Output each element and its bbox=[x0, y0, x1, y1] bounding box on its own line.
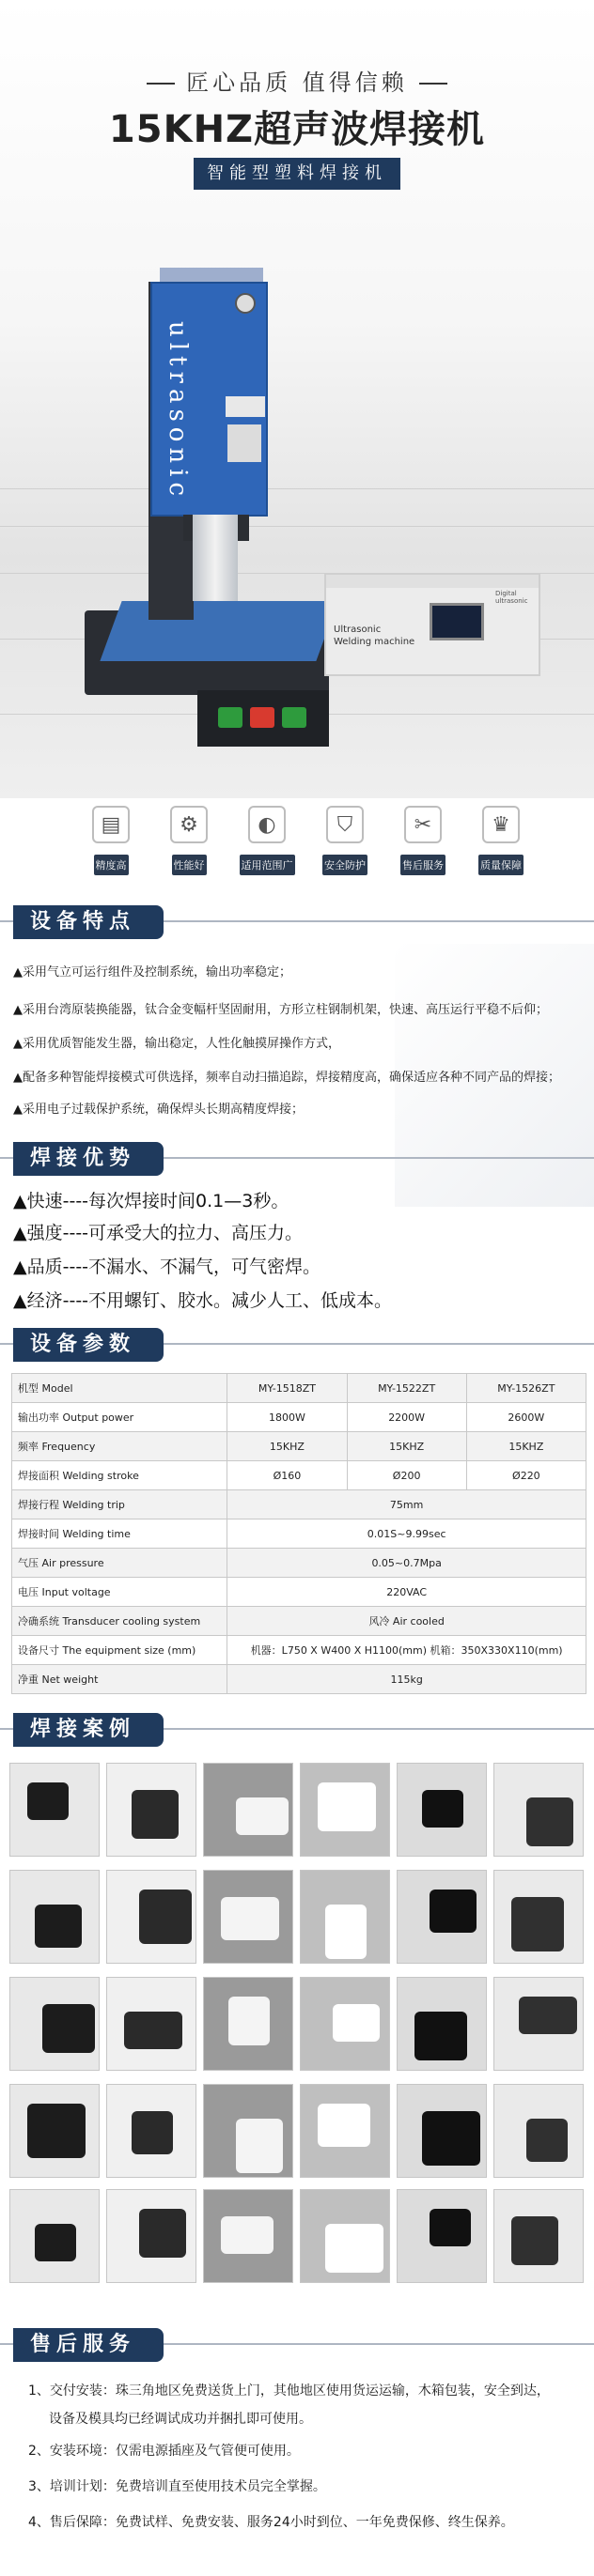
advantage-item: ▲品质----不漏水、不漏气，可气密焊。 bbox=[13, 1257, 321, 1277]
icon-item: ⛉ 安全防护 bbox=[307, 806, 383, 875]
case-photo bbox=[493, 1870, 584, 1964]
case-photo bbox=[9, 1870, 100, 1964]
table-row: 净重 Net weight 115kg bbox=[12, 1665, 586, 1694]
service-item: 3、培训计划：免费培训直至使用技术员完全掌握。 bbox=[28, 2479, 326, 2494]
table-row: 机型 Model MY-1518ZT MY-1522ZT MY-1526ZT bbox=[12, 1374, 586, 1403]
generator-screen bbox=[430, 603, 484, 640]
case-photo bbox=[106, 1763, 196, 1857]
section-header-specs: 设备参数 bbox=[0, 1322, 594, 1375]
icon-item: ⚙ 性能好 bbox=[151, 806, 227, 875]
table-row: 焊接行程 Welding trip 75mm bbox=[12, 1490, 586, 1519]
machine-control-panel bbox=[197, 690, 329, 747]
case-photo bbox=[106, 1870, 196, 1964]
quality-icon: ♛ bbox=[482, 806, 520, 843]
case-photo bbox=[203, 1977, 293, 2071]
icon-item: ▤ 精度高 bbox=[73, 806, 148, 875]
case-photo bbox=[106, 1977, 196, 2071]
case-photo bbox=[493, 2084, 584, 2178]
case-photo bbox=[203, 2189, 293, 2283]
case-gallery bbox=[9, 1763, 585, 2279]
table-row: 气压 Air pressure 0.05~0.7Mpa bbox=[12, 1549, 586, 1578]
case-photo bbox=[397, 1870, 487, 1964]
table-row: 冷确系统 Transducer cooling system 风冷 Air cooled bbox=[12, 1607, 586, 1636]
case-photo bbox=[397, 1763, 487, 1857]
case-photo bbox=[493, 2189, 584, 2283]
table-row: 焊接面积 Welding stroke Ø160 Ø200 Ø220 bbox=[12, 1461, 586, 1490]
case-photo bbox=[397, 1977, 487, 2071]
table-row: 输出功率 Output power 1800W 2200W 2600W bbox=[12, 1403, 586, 1432]
section-header-advantages: 焊接优势 bbox=[0, 1136, 594, 1189]
case-photo bbox=[9, 2084, 100, 2178]
service-item: 4、售后保障：免费试样、免费安装、服务24小时到位、一年免费保修、终生保养。 bbox=[28, 2515, 514, 2530]
feature-item: ▲采用电子过载保护系统，确保焊头长期高精度焊接； bbox=[13, 1103, 304, 1117]
table-row: 焊接时间 Welding time 0.01S~9.99sec bbox=[12, 1519, 586, 1549]
case-photo bbox=[397, 2084, 487, 2178]
advantage-item: ▲快速----每次焊接时间0.1—3秒。 bbox=[13, 1191, 289, 1211]
section-header-service: 售后服务 bbox=[0, 2322, 594, 2375]
gear-icon: ⚙ bbox=[170, 806, 208, 843]
icon-item: ◐ 适用范围广 bbox=[229, 806, 305, 875]
case-photo bbox=[203, 1870, 293, 1964]
case-photo bbox=[493, 1977, 584, 2071]
advantage-item: ▲经济----不用螺钉、胶水。减少人工、低成本。 bbox=[13, 1290, 393, 1311]
hero-banner bbox=[0, 0, 594, 798]
feature-item: ▲采用优质智能发生器，输出稳定，人性化触摸屏操作方式， bbox=[13, 1037, 340, 1051]
shield-icon: ⛉ bbox=[326, 806, 364, 843]
spec-table bbox=[11, 1373, 586, 1694]
generator-label: Ultrasonic Welding machine bbox=[334, 625, 415, 647]
case-photo bbox=[397, 2189, 487, 2283]
globe-icon: ◐ bbox=[248, 806, 286, 843]
service-item: 2、安装环境：仅需电源插座及气管便可使用。 bbox=[28, 2444, 300, 2459]
table-row: 频率 Frequency 15KHZ 15KHZ 15KHZ bbox=[12, 1432, 586, 1461]
generator-image bbox=[324, 573, 540, 676]
case-photo bbox=[300, 1763, 390, 1857]
case-photo bbox=[300, 2084, 390, 2178]
hero-slogan: 匠心品质 值得信赖 bbox=[0, 64, 594, 97]
icon-item: ♛ 质量保障 bbox=[463, 806, 539, 875]
table-row: 电压 Input voltage 220VAC bbox=[12, 1578, 586, 1607]
section-header-cases: 焊接案例 bbox=[0, 1707, 594, 1760]
case-photo bbox=[9, 1763, 100, 1857]
case-photo bbox=[9, 2189, 100, 2283]
feature-item: ▲采用台湾原装换能器，钛合金变幅杆坚固耐用，方形立柱钢制机架，快速、高压运行平稳不后仰； bbox=[13, 1003, 548, 1017]
case-photo bbox=[300, 1870, 390, 1964]
feature-item: ▲配备多种智能焊接模式可供选择，频率自动扫描追踪，焊接精度高，确保适应各种不同产品的焊接； bbox=[13, 1071, 560, 1085]
case-photo bbox=[203, 2084, 293, 2178]
page-title: 15KHZ超声波焊接机 bbox=[108, 108, 486, 151]
generator-tag: Digital ultrasonic bbox=[495, 590, 528, 605]
case-photo bbox=[106, 2189, 196, 2283]
table-row: 设备尺寸 The equipment size (mm) 机器：L750 X W400 X H1100(mm) 机箱：350X330X110(mm) bbox=[12, 1636, 586, 1665]
pressure-gauge-icon bbox=[235, 293, 256, 314]
service-item: 1、交付安装：珠三角地区免费送货上门，其他地区使用货运运输，木箱包装，安全到达， bbox=[28, 2383, 550, 2399]
case-photo bbox=[203, 1763, 293, 1857]
tools-icon: ✂ bbox=[404, 806, 442, 843]
case-photo bbox=[300, 1977, 390, 2071]
advantage-item: ▲强度----可承受大的拉力、高压力。 bbox=[13, 1223, 304, 1243]
service-item: 设备及模具均已经调试成功并捆扎即可使用。 bbox=[49, 2412, 312, 2427]
feature-item: ▲采用气立可运行组件及控制系统，输出功率稳定； bbox=[13, 965, 291, 979]
machine-brand: ultrasonic bbox=[164, 321, 192, 502]
case-photo bbox=[106, 2084, 196, 2178]
hero-subtitle: 智能型塑料焊接机 bbox=[194, 158, 400, 190]
case-photo bbox=[493, 1763, 584, 1857]
feature-icons bbox=[73, 806, 524, 890]
document-icon: ▤ bbox=[92, 806, 130, 843]
icon-item: ✂ 售后服务 bbox=[385, 806, 461, 875]
case-photo bbox=[300, 2189, 390, 2283]
section-header-features: 设备特点 bbox=[0, 900, 594, 952]
case-photo bbox=[9, 1977, 100, 2071]
